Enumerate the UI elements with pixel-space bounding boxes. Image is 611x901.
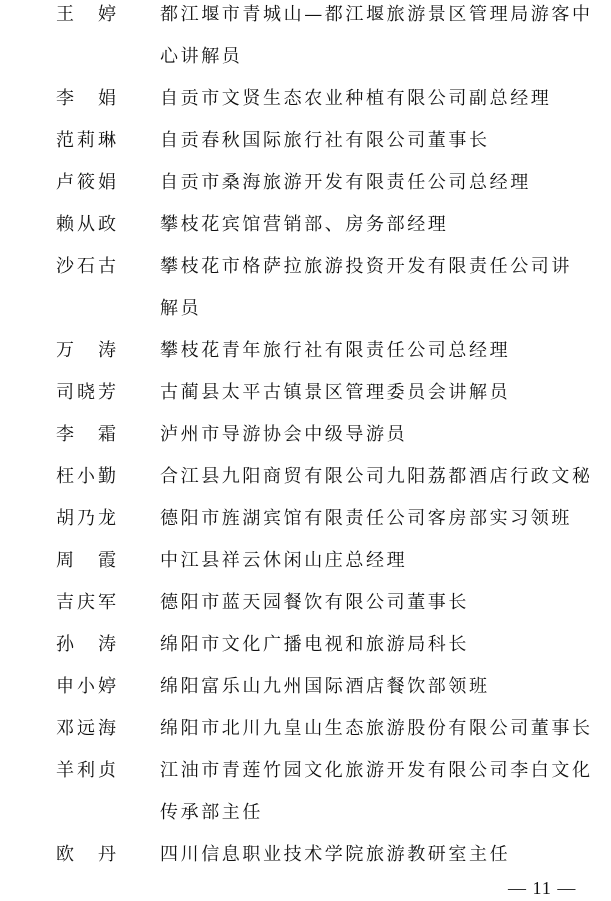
affiliation-line: 都江堰市青城山—都江堰旅游景区管理局游客中 <box>160 4 593 25</box>
person-affiliation <box>160 498 600 540</box>
affiliation-line: 心讲解员 <box>160 46 243 67</box>
person-name: 周 霞 <box>56 550 116 571</box>
affiliation-line: 传承部主任 <box>160 802 263 823</box>
person-name: 枉小勤 <box>56 466 116 487</box>
person-affiliation <box>160 666 600 708</box>
person-affiliation <box>160 582 600 624</box>
person-name: 范莉琳 <box>56 130 116 151</box>
person-affiliation <box>160 78 600 120</box>
affiliation-line: 解员 <box>160 298 202 319</box>
affiliation-line: 合江县九阳商贸有限公司九阳荔都酒店行政文秘 <box>160 466 593 487</box>
person-affiliation <box>160 414 600 456</box>
person-name: 邓远海 <box>56 718 116 739</box>
person-name: 羊利贞 <box>56 760 116 781</box>
person-name: 万 涛 <box>56 340 116 361</box>
affiliation-line: 中江县祥云休闲山庄总经理 <box>160 550 408 571</box>
affiliation-line: 泸州市导游协会中级导游员 <box>160 424 408 445</box>
affiliation-line: 攀枝花市格萨拉旅游投资开发有限责任公司讲 <box>160 256 572 277</box>
person-affiliation <box>160 834 600 876</box>
affiliation-line: 绵阳富乐山九州国际酒店餐饮部领班 <box>160 676 490 697</box>
person-affiliation <box>160 120 600 162</box>
affiliation-line: 攀枝花青年旅行社有限责任公司总经理 <box>160 340 511 361</box>
person-name: 赖从政 <box>56 214 116 235</box>
affiliation-line: 绵阳市文化广播电视和旅游局科长 <box>160 634 469 655</box>
affiliation-line: 自贡市桑海旅游开发有限责任公司总经理 <box>160 172 531 193</box>
person-affiliation <box>160 750 600 834</box>
person-affiliation <box>160 540 600 582</box>
person-name: 孙 涛 <box>56 634 116 655</box>
affiliation-line: 自贡春秋国际旅行社有限公司董事长 <box>160 130 490 151</box>
person-affiliation <box>160 456 600 498</box>
page-number: — 11 — <box>508 878 577 898</box>
person-affiliation <box>160 246 600 330</box>
affiliation-line: 德阳市旌湖宾馆有限责任公司客房部实习领班 <box>160 508 572 529</box>
person-affiliation <box>160 0 600 78</box>
person-affiliation <box>160 624 600 666</box>
affiliation-line: 四川信息职业技术学院旅游教研室主任 <box>160 844 511 865</box>
person-name: 李 娟 <box>56 88 116 109</box>
affiliation-line: 自贡市文贤生态农业种植有限公司副总经理 <box>160 88 552 109</box>
person-name: 沙石古 <box>56 256 116 277</box>
person-name: 申小婷 <box>56 676 116 697</box>
person-name: 欧 丹 <box>56 844 116 865</box>
person-name: 李 霜 <box>56 424 116 445</box>
affiliation-line: 德阳市蓝天园餐饮有限公司董事长 <box>160 592 469 613</box>
person-affiliation <box>160 204 600 246</box>
person-affiliation <box>160 708 600 750</box>
person-name: 王 婷 <box>56 4 116 25</box>
person-affiliation <box>160 162 600 204</box>
person-affiliation <box>160 372 600 414</box>
affiliation-line: 绵阳市北川九皇山生态旅游股份有限公司董事长 <box>160 718 593 739</box>
person-name: 司晓芳 <box>56 382 116 403</box>
affiliation-line: 江油市青莲竹园文化旅游开发有限公司李白文化 <box>160 760 593 781</box>
person-name: 吉庆军 <box>56 592 116 613</box>
affiliation-line: 攀枝花宾馆营销部、房务部经理 <box>160 214 449 235</box>
person-name: 胡乃龙 <box>56 508 116 529</box>
affiliation-line: 古蔺县太平古镇景区管理委员会讲解员 <box>160 382 511 403</box>
person-name: 卢筱娟 <box>56 172 116 193</box>
person-affiliation <box>160 330 600 372</box>
